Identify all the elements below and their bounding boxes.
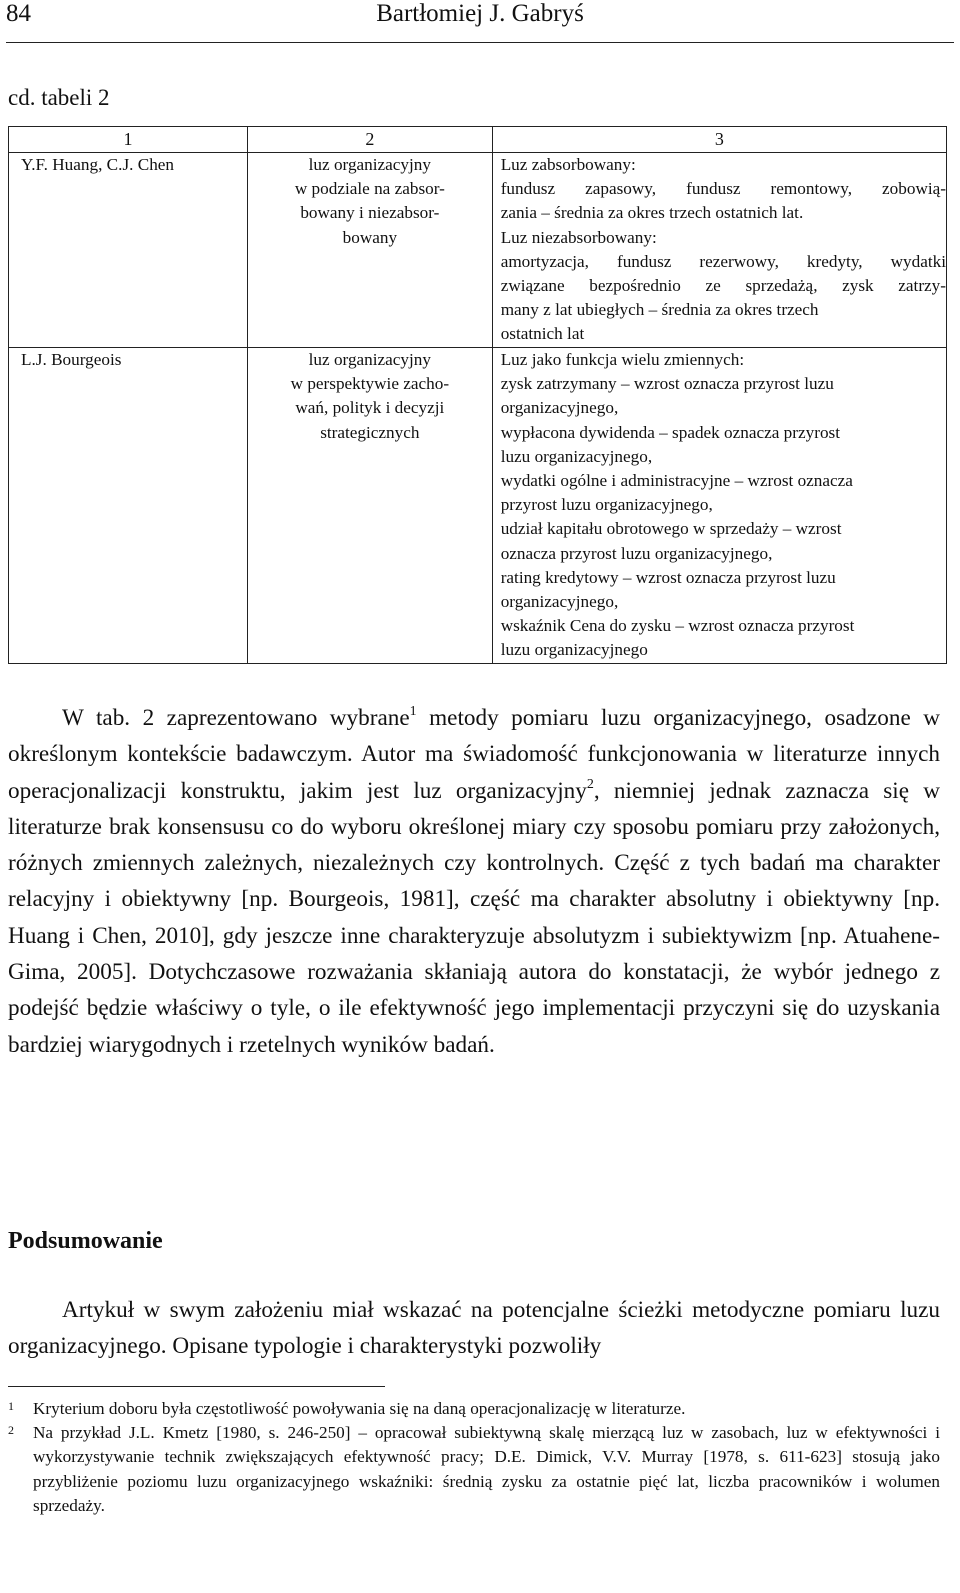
concept-cell <box>247 348 492 664</box>
body-text-part: , niemniej jednak zaznacza się w literaturze brak konsensusu co do wyboru określonej miary czy sposobu pomiaru przy założonych, różnych zmiennych zależnych, niezależnych czy kontrolnych. Część z tych badań ma charakter relacyjny i obiektywny [np. Bourgeois, 1981], część ma charakter absolutny i obiektywny [np. Huang i Chen, 2010], gdy jeszcze inne charakteryzuje absolutyzm i subiektywizm [np. Atuahene-Gima, 2005]. Dotychczasowe rozważania skłaniają autora do konstatacji, że wybór jednego z podejść będzie właściwy o tyle, o ile efektywność jego implementacji przyczyni się do uzyskania bardziej wiarygodnych i rzetelnych wyników badań. <box>8 777 940 1058</box>
concept-line: bowany <box>342 227 398 247</box>
measure-line: luzu organizacyjnego <box>500 640 648 660</box>
table-caption: cd. tabeli 2 <box>8 85 110 110</box>
concept-line: bowany i niezabsor- <box>300 203 440 223</box>
column-number-row <box>9 127 947 153</box>
measure-line: oznacza przyrost luzu organizacyjnego, <box>500 543 773 563</box>
measure-line: zania – średnia za okres trzech ostatnich lat. <box>500 203 804 223</box>
summary-text: Artykuł w swym założeniu miał wskazać na potencjalne ścieżki metodyczne pomiaru luzu organizacyjnego. Opisane typologie i charakterystyki pozwoliły <box>8 1297 940 1360</box>
body-text-part: W tab. 2 zaprezentowano wybrane <box>62 705 410 731</box>
measure-line: ostatnich lat <box>500 324 585 344</box>
data-table <box>8 126 947 664</box>
page-header <box>6 0 954 43</box>
footnote-ref[interactable]: 1 <box>409 704 417 719</box>
footnote-text: Kryterium doboru była częstotliwość powoływania się na daną operacjonalizację w literaturze. <box>33 1399 686 1418</box>
concept-line: strategicznych <box>320 422 420 442</box>
measure-line: rating kredytowy – wzrost oznacza przyrost luzu <box>500 567 836 587</box>
measure-line: zysk zatrzymany – wzrost oznacza przyrost luzu <box>500 374 834 394</box>
column-number: 1 <box>9 127 248 153</box>
measure-line: wypłacona dywidenda – spadek oznacza przyrost <box>500 422 841 442</box>
page-number: 84 <box>6 0 31 27</box>
measure-line: fundusz zapasowy, fundusz remontowy, zobowią- <box>500 179 946 199</box>
table-row <box>9 153 947 348</box>
table-row <box>9 348 947 664</box>
measure-line: amortyzacja, fundusz rezerwowy, kredyty, wydatki <box>500 251 946 271</box>
measure-line: wskaźnik Cena do zysku – wzrost oznacza przyrost <box>500 616 855 636</box>
footnotes <box>8 1397 940 1518</box>
measure-cell <box>492 348 946 664</box>
footnote-mark: 2 <box>8 1423 14 1438</box>
measure-line: Luz zabsorbowany: <box>500 155 636 174</box>
footnote <box>8 1397 940 1421</box>
measure-line: many z lat ubiegłych – średnia za okres trzech <box>500 300 819 320</box>
measure-line: luzu organizacyjnego, <box>500 446 653 466</box>
measure-cell <box>492 153 946 348</box>
measure-line: związane bezpośrednio ze sprzedażą, zysk zatrzy- <box>500 276 946 296</box>
concept-cell <box>247 153 492 348</box>
body-paragraph <box>8 700 940 1063</box>
footnote-text: Na przykład J.L. Kmetz [1980, s. 246-250] – opracował subiektywną skalę mierzącą luz w zasobach, luz w efektywności i wykorzystywanie technik zwiększających efektywność pracy; D.E. Dimick, V.V. Murray [1978, s. 611-623] stosują jako przybliżenie poziomu luzu organizacyjnego wskaźniki: średnią zysku za ostatnie pięć lat, liczba pracowników i wolumen sprzedaży. <box>33 1423 940 1515</box>
measure-line: organizacyjnego, <box>500 398 619 418</box>
concept-line: w podziale na zabsor- <box>294 179 445 199</box>
column-number: 3 <box>492 127 946 153</box>
measure-line: Luz niezabsorbowany: <box>500 227 657 247</box>
measure-line: udział kapitału obrotowego w sprzedaży – wzrost <box>500 519 842 539</box>
concept-line: luz organizacyjny <box>308 155 431 174</box>
concept-line: luz organizacyjny <box>308 350 431 369</box>
measure-line: wydatki ogólne i administracyjne – wzrost oznacza <box>500 471 853 491</box>
concept-line: w perspektywie zacho- <box>290 374 450 394</box>
running-title: Bartłomiej J. Gabryś <box>376 0 584 27</box>
footnote-mark: 1 <box>8 1399 14 1413</box>
measure-line: organizacyjnego, <box>500 592 619 612</box>
concept-line: wań, polityk i decyzji <box>295 398 445 418</box>
footnote <box>8 1421 940 1518</box>
measure-line: przyrost luzu organizacyjnego, <box>500 495 713 515</box>
measure-line: Luz jako funkcja wielu zmiennych: <box>500 350 745 369</box>
body-text-part: metody pomiaru luzu organizacyjnego, osadzone w określonym kontekście badawczym. Autor ma świadomość funkcjonowania w literaturze innych operacjonalizacji konstruktu, jakim jest luz organizacyjny <box>8 705 940 804</box>
summary-paragraph <box>8 1292 940 1365</box>
author-cell: L.J. Bourgeois <box>9 348 248 664</box>
author-cell: Y.F. Huang, C.J. Chen <box>9 153 248 348</box>
footnote-separator <box>8 1386 385 1387</box>
section-heading: Podsumowanie <box>8 1228 163 1254</box>
footnote-ref[interactable]: 2 <box>586 776 594 792</box>
column-number: 2 <box>247 127 492 153</box>
